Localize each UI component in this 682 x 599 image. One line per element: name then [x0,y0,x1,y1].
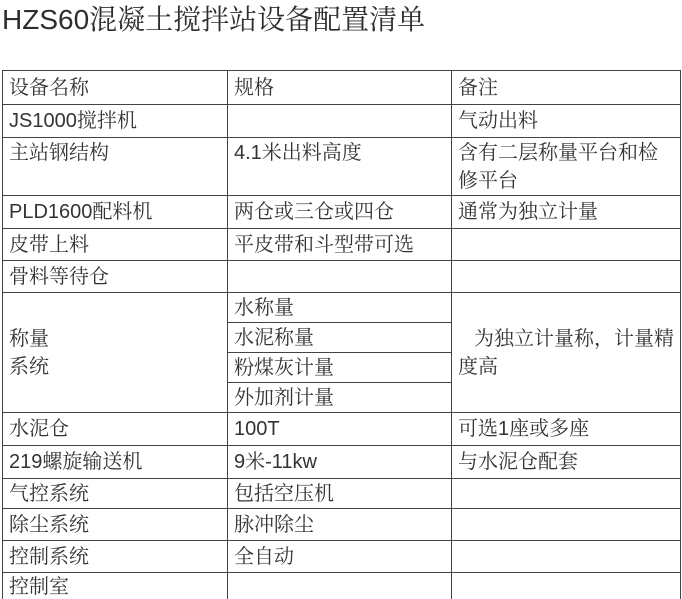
table-row [3,105,681,138]
col-header-note: 备注 [452,71,681,105]
spec-cell: 9米-11kw [228,446,452,479]
equipment-name-cell: 皮带上料 [3,229,228,261]
table-row [3,229,681,261]
equipment-name-cell: 主站钢结构 [3,138,228,196]
spec-cell: 全自动 [228,541,452,573]
equipment-name-cell: 水泥仓 [3,413,228,446]
note-cell: 可选1座或多座 [452,413,681,446]
table-row [3,446,681,479]
equipment-name-cell: PLD1600配料机 [3,196,228,229]
spec-cell: 100T [228,413,452,446]
equipment-name-cell: JS1000搅拌机 [3,105,228,138]
note-cell [452,509,681,541]
spec-cell: 包括空压机 [228,479,452,509]
header-row [3,71,681,105]
equipment-name-cell: 骨料等待仓 [3,261,228,293]
note-cell: 通常为独立计量 [452,196,681,229]
equipment-name-cell: 控制系统 [3,541,228,573]
note-cell [452,261,681,293]
spec-cell: 脉冲除尘 [228,509,452,541]
table-row [3,573,681,599]
equipment-name-cell: 气控系统 [3,479,228,509]
table-row [3,479,681,509]
spec-cell [228,261,452,293]
spec-cell: 平皮带和斗型带可选 [228,229,452,261]
note-cell [452,479,681,509]
note-cell: 与水泥仓配套 [452,446,681,479]
table-row [3,541,681,573]
spec-cell: 4.1米出料高度 [228,138,452,196]
table-row [3,261,681,293]
spec-cell [228,573,452,599]
col-header-equipment: 设备名称 [3,71,228,105]
weighing-spec-cell: 水称量 [228,293,452,323]
note-cell [452,573,681,599]
table-row [3,138,681,196]
table-row [3,509,681,541]
weighing-name-line: 称量 [9,327,49,350]
page [0,5,682,599]
weighing-name-line: 系统 [9,355,49,378]
weighing-note-cell: 为独立计量称，计量精度高 [452,293,681,413]
equipment-name-cell: 除尘系统 [3,509,228,541]
table-row-weighing [3,293,681,323]
weighing-spec-cell: 水泥称量 [228,323,452,353]
col-header-spec: 规格 [228,71,452,105]
note-cell: 气动出料 [452,105,681,138]
weighing-spec-cell: 粉煤灰计量 [228,353,452,383]
page-title: HZS60混凝土搅拌站设备配置清单 [2,4,426,35]
equipment-name-cell: 219螺旋输送机 [3,446,228,479]
note-cell [452,229,681,261]
spec-cell [228,105,452,138]
note-cell: 含有二层称量平台和检修平台 [452,138,681,196]
note-cell [452,541,681,573]
weighing-name-cell [3,293,228,413]
table-row [3,196,681,229]
equipment-name-cell: 控制室 [3,573,228,599]
equipment-table [2,70,681,599]
weighing-spec-cell: 外加剂计量 [228,383,452,413]
spec-cell: 两仓或三仓或四仓 [228,196,452,229]
table-row [3,413,681,446]
